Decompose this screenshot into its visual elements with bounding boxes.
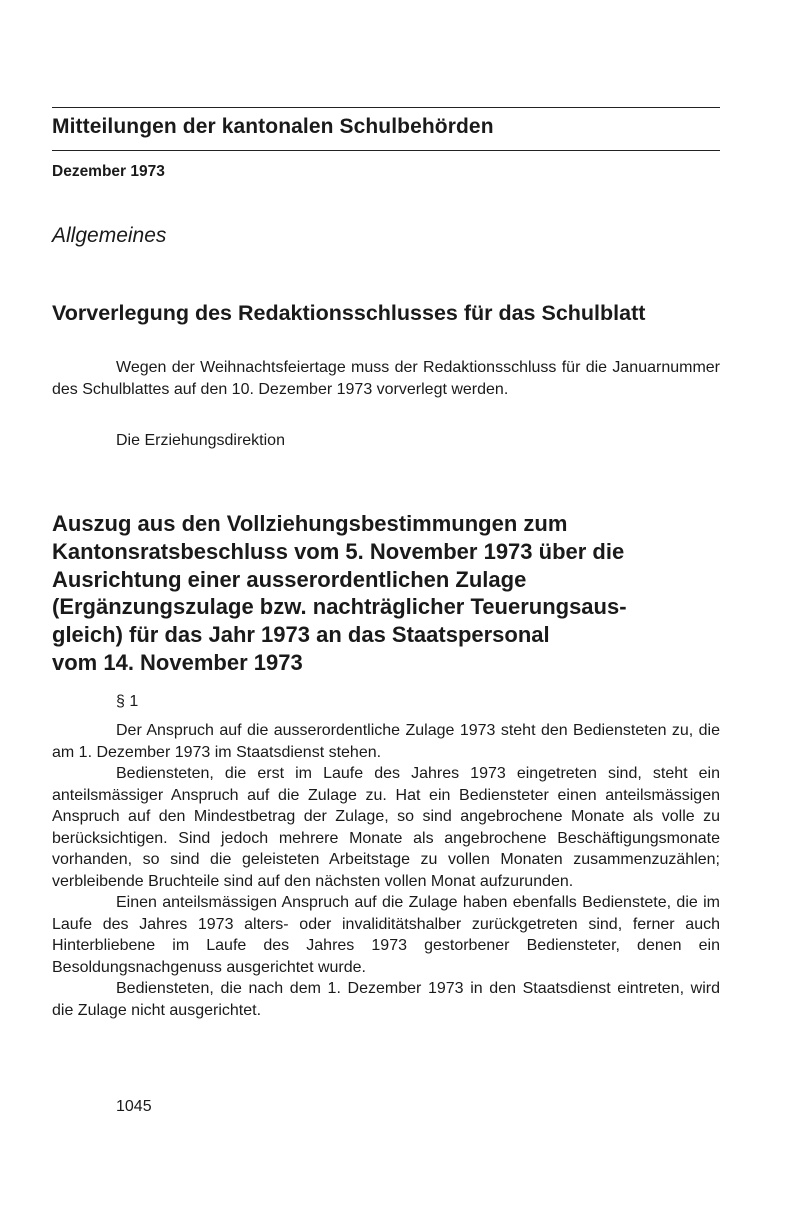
title-line: gleich) für das Jahr 1973 an das Staatspersonal [52,622,550,648]
page-number: 1045 [116,1098,152,1115]
body-paragraph: Einen anteilsmässigen Anspruch auf die Zulage haben ebenfalls Bedienstete, die im Laufe des Jahres 1973 alters- oder invaliditätshalber zurückgetreten sind, ferner auch Hinterbliebene im Laufe des Jahres 1973 gestorbener Bediensteter, denen ein Besoldungsnachgenuss ausgerichtet wurde. [52,894,720,976]
body-paragraph: Bediensteten, die erst im Laufe des Jahres 1973 eingetreten sind, steht ein anteilsmässiger Anspruch auf die Zulage zu. Hat ein Bediensteter einen anteilsmässigen Anspruch auf den Mindestbetrag der Zulage, so sind angebrochene Monate als volle zu berücksichtigen. Sind jedoch mehrere Monate als angebrochene Beschäftigungsmonate vorhanden, so sind die geleisteten Arbeitstage zu vollen Monaten zusammenzuzählen; verbleibende Bruchteile sind auf den nächsten vollen Monat aufzurunden. [52,765,720,890]
body-paragraph: Der Anspruch auf die ausserordentliche Zulage 1973 steht den Bediensteten zu, die am 1. Dezember 1973 im Staatsdienst stehen. [52,722,720,761]
article-title-deadline: Vorverlegung des Redaktionsschlusses für das Schulblatt [52,301,646,325]
regulations-body [52,720,720,1021]
title-line: Kantonsratsbeschluss vom 5. November 1973 über die [52,538,625,564]
header-top-rule [52,107,720,108]
header-bottom-rule [52,150,720,151]
body-paragraph: Bediensteten, die nach dem 1. Dezember 1973 in den Staatsdienst eintreten, wird die Zulage nicht ausgerichtet. [52,980,720,1019]
article-title-regulations [52,510,720,677]
article-body-deadline: Wegen der Weihnachtsfeiertage muss der Redaktionsschluss für die Januarnummer des Schulblattes auf den 10. Dezember 1973 vorverlegt werden. [52,359,720,398]
section-title: Allgemeines [52,224,167,247]
title-line: vom 14. November 1973 [52,649,303,675]
issue-date: Dezember 1973 [52,163,165,180]
title-line: (Ergänzungszulage bzw. nachträglicher Teuerungsaus- [52,594,627,620]
paragraph-mark: § 1 [116,693,139,710]
page-header-title: Mitteilungen der kantonalen Schulbehörden [52,115,494,138]
article-signature: Die Erziehungsdirektion [116,432,285,449]
title-line: Auszug aus den Vollziehungsbestimmungen zum [52,511,568,536]
title-line: Ausrichtung einer ausserordentlichen Zulage [52,566,527,592]
